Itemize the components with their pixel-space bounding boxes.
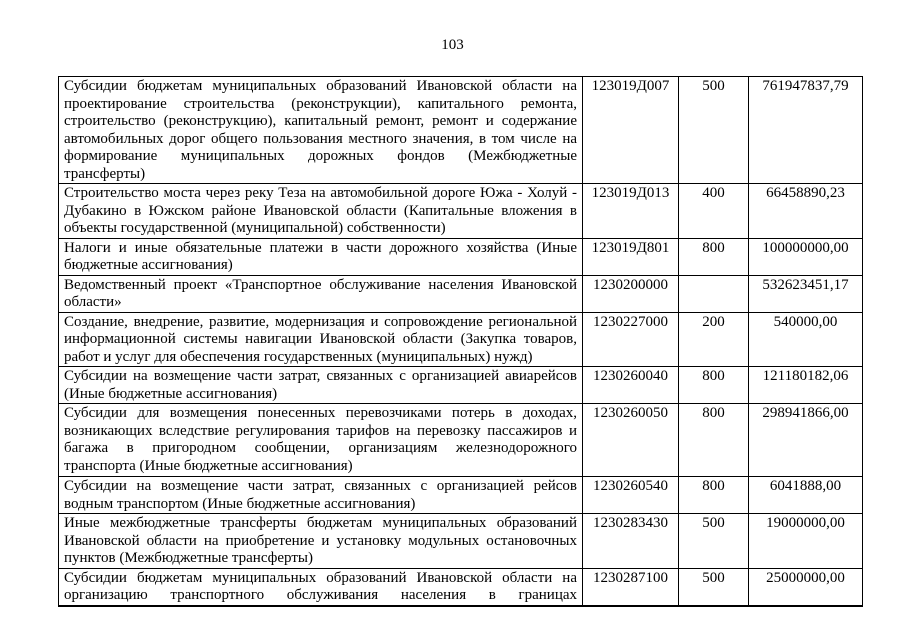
expense-type-cell: 800 bbox=[679, 404, 749, 477]
table-row bbox=[59, 477, 863, 514]
table-row bbox=[59, 275, 863, 312]
table-row bbox=[59, 404, 863, 477]
amount-cell: 19000000,00 bbox=[749, 514, 863, 569]
expense-name-cell: Создание, внедрение, развитие, модернизация и сопровождение региональной информационной системы навигации Ивановской области (Закупка товаров, работ и услуг для обеспечения государственных (муниципальных) нужд) bbox=[59, 312, 583, 367]
page-number: 103 bbox=[441, 37, 464, 53]
amount-cell: 6041888,00 bbox=[749, 477, 863, 514]
budget-code-cell: 1230260540 bbox=[583, 477, 679, 514]
table-row bbox=[59, 312, 863, 367]
expense-name-cell: Налоги и иные обязательные платежи в части дорожного хозяйства (Иные бюджетные ассигнования) bbox=[59, 238, 583, 275]
table-row bbox=[59, 367, 863, 404]
expense-name-cell: Строительство моста через реку Теза на автомобильной дороге Южа - Холуй - Дубакино в Южском районе Ивановской области (Капитальные вложения в объекты государственной (муниципальной) собственности) bbox=[59, 184, 583, 239]
amount-cell: 121180182,06 bbox=[749, 367, 863, 404]
amount-cell: 66458890,23 bbox=[749, 184, 863, 239]
table-row bbox=[59, 568, 863, 606]
amount-cell: 540000,00 bbox=[749, 312, 863, 367]
amount-cell: 761947837,79 bbox=[749, 77, 863, 184]
budget-code-cell: 1230227000 bbox=[583, 312, 679, 367]
expense-type-cell: 400 bbox=[679, 184, 749, 239]
expense-type-cell: 500 bbox=[679, 514, 749, 569]
table-row bbox=[59, 238, 863, 275]
table-row bbox=[59, 514, 863, 569]
budget-code-cell: 1230283430 bbox=[583, 514, 679, 569]
budget-code-cell: 123019Д007 bbox=[583, 77, 679, 184]
budget-code-cell: 123019Д013 bbox=[583, 184, 679, 239]
table-row bbox=[59, 184, 863, 239]
expense-name-cell: Ведомственный проект «Транспортное обслуживание населения Ивановской области» bbox=[59, 275, 583, 312]
budget-code-cell: 1230260040 bbox=[583, 367, 679, 404]
budget-code-cell: 123019Д801 bbox=[583, 238, 679, 275]
amount-cell: 298941866,00 bbox=[749, 404, 863, 477]
expense-name-cell: Иные межбюджетные трансферты бюджетам муниципальных образований Ивановской области на приобретение и установку модульных остановочных пунктов (Межбюджетные трансферты) bbox=[59, 514, 583, 569]
expense-type-cell: 500 bbox=[679, 77, 749, 184]
amount-cell: 532623451,17 bbox=[749, 275, 863, 312]
amount-cell: 100000000,00 bbox=[749, 238, 863, 275]
expense-name-cell: Субсидии на возмещение части затрат, связанных с организацией рейсов водным транспортом (Иные бюджетные ассигнования) bbox=[59, 477, 583, 514]
expense-name-cell: Субсидии на возмещение части затрат, связанных с организацией авиарейсов (Иные бюджетные ассигнования) bbox=[59, 367, 583, 404]
expense-type-cell: 800 bbox=[679, 477, 749, 514]
budget-code-cell: 1230260050 bbox=[583, 404, 679, 477]
expense-name-cell: Субсидии бюджетам муниципальных образований Ивановской области на организацию транспортного обслуживания населения в границах bbox=[59, 568, 583, 606]
expense-type-cell: 500 bbox=[679, 568, 749, 606]
expense-type-cell: 800 bbox=[679, 238, 749, 275]
amount-cell: 25000000,00 bbox=[749, 568, 863, 606]
expense-type-cell bbox=[679, 275, 749, 312]
expense-type-cell: 800 bbox=[679, 367, 749, 404]
expense-type-cell: 200 bbox=[679, 312, 749, 367]
expense-name-cell: Субсидии для возмещения понесенных перевозчиками потерь в доходах, возникающих вследствие регулирования тарифов на перевозку пассажиров и багажа в пригородном сообщении, организациям железнодорожного транспорта (Иные бюджетные ассигнования) bbox=[59, 404, 583, 477]
budget-code-cell: 1230200000 bbox=[583, 275, 679, 312]
budget-code-cell: 1230287100 bbox=[583, 568, 679, 606]
expense-name-cell: Субсидии бюджетам муниципальных образований Ивановской области на проектирование строительства (реконструкции), капитального ремонта, строительство (реконструкцию), капитальный ремонт, ремонт и содержание автомобильных дорог общего пользования местного значения, в том числе на формирование муниципальных дорожных фондов (Межбюджетные трансферты) bbox=[59, 77, 583, 184]
table-row bbox=[59, 77, 863, 184]
budget-allocations-table bbox=[58, 76, 863, 607]
